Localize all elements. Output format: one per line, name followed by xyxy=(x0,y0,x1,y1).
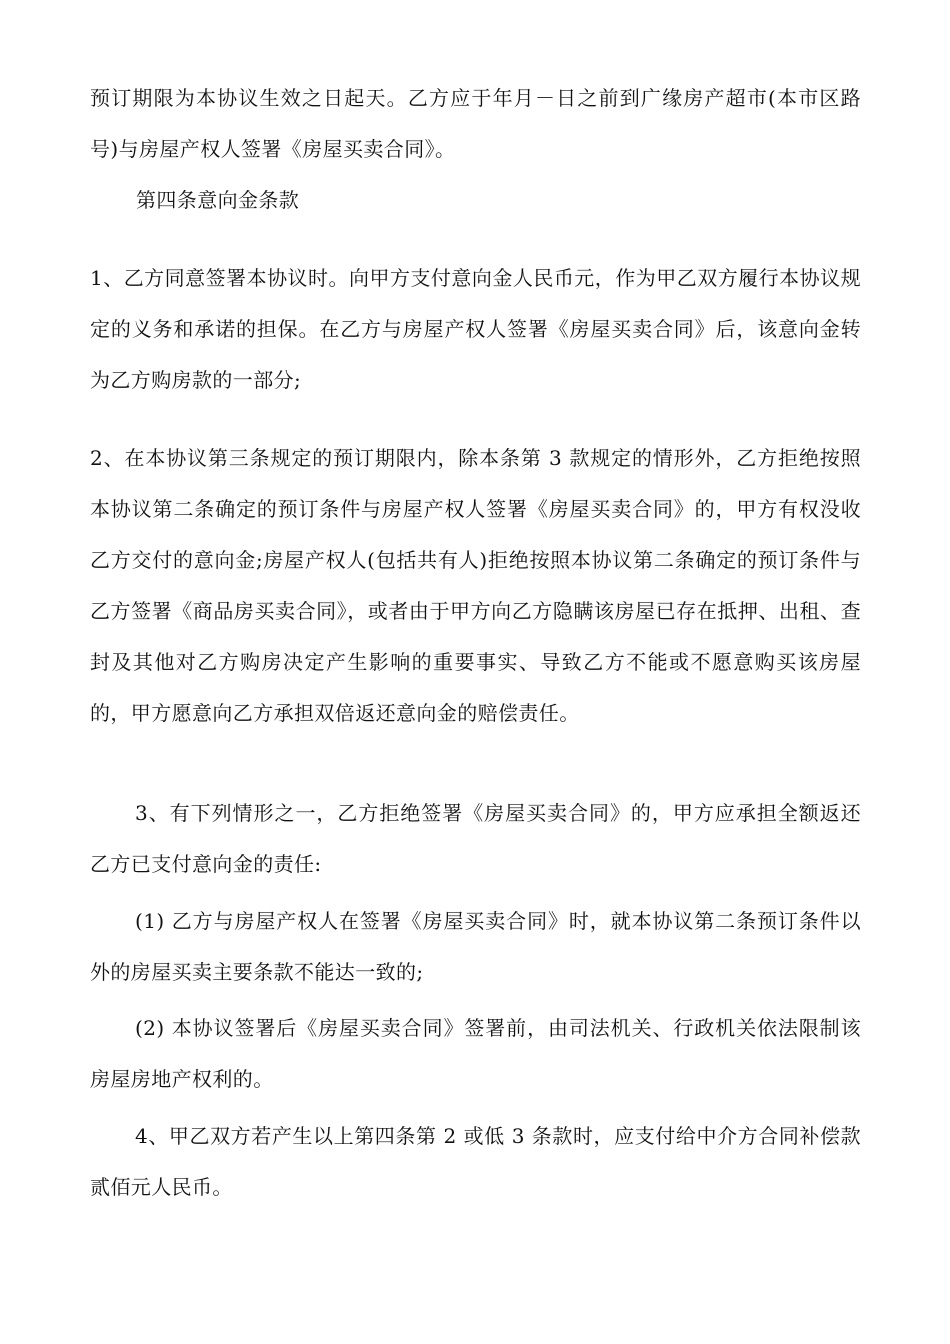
clause-3: 3、有下列情形之一，乙方拒绝签署《房屋买卖合同》的，甲方应承担全额返还乙方已支付意向金的责任: xyxy=(90,801,861,876)
clause-4: 4、甲乙双方若产生以上第四条第 2 或低 3 条款时，应支付给中介方合同补偿款贰佰元人民币。 xyxy=(90,1124,861,1199)
clause-2: 2、在本协议第三条规定的预订期限内，除本条第 3 款规定的情形外，乙方拒绝按照本协议第二条确定的预订条件与房屋产权人签署《房屋买卖合同》的，甲方有权没收乙方交付的意向金;房屋产权人(包括共有人)拒绝按照本协议第二条确定的预订条件与乙方签署《商品房买卖合同》，或者由于甲方向乙方隐瞒该房屋已存在抵押、出租、查封及其他对乙方购房决定产生影响的重要事实、导致乙方不能或不愿意购买该房屋的，甲方愿意向乙方承担双倍返还意向金的赔偿责任。 xyxy=(90,446,861,725)
clause-1: 1、乙方同意签署本协议时。向甲方支付意向金人民币元，作为甲乙双方履行本协议规定的义务和承诺的担保。在乙方与房屋产权人签署《房屋买卖合同》后，该意向金转为乙方购房款的一部分; xyxy=(90,266,861,392)
section-heading-article-four: 第四条意向金条款 xyxy=(136,188,300,212)
clause-3-item-1: (1) 乙方与房屋产权人在签署《房屋买卖合同》时，就本协议第二条预订条件以外的房屋买卖主要条款不能达一致的; xyxy=(90,909,861,984)
paragraph-reservation-period: 预订期限为本协议生效之日起天。乙方应于年月－日之前到广缘房产超市(本市区路号)与房屋产权人签署《房屋买卖合同》。 xyxy=(90,86,861,161)
clause-3-item-2: (2) 本协议签署后《房屋买卖合同》签署前，由司法机关、行政机关依法限制该房屋房地产权利的。 xyxy=(90,1016,861,1091)
